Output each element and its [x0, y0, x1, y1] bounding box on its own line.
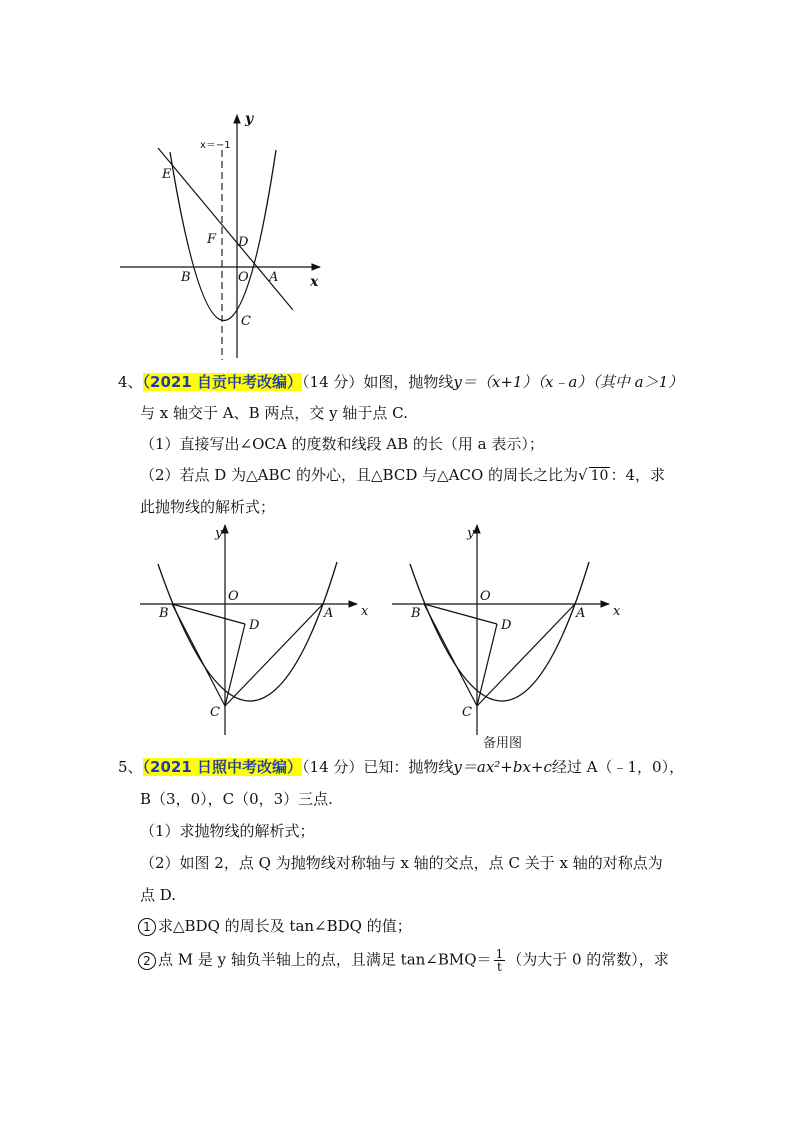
q4-part-1: （1）直接写出∠OCA 的度数和线段 AB 的长（用 a 表示）； [140, 435, 544, 453]
y-axis-label: y [245, 111, 254, 127]
q5-source-tag: （2021 日照中考改编） [142, 758, 303, 776]
x-axis-label: x [310, 274, 319, 290]
q5-part-1: （1）求抛物线的解析式； [140, 822, 315, 840]
q5-item-1-text: 求△BDQ 的周长及 tan∠BDQ 的值； [158, 917, 412, 935]
point-B-label: B [181, 270, 191, 285]
circled-2-marker: 2 [138, 952, 156, 970]
point-F-label: F [207, 232, 217, 247]
q4-score: （14 分） [302, 373, 364, 391]
q4-number: 4、 [118, 373, 143, 391]
fraction-1-over-t [494, 948, 506, 973]
q4-line-5: 此抛物线的解析式； [140, 498, 276, 516]
q5-score: （14 分） [302, 758, 364, 776]
figure-2-parabola-triangle [135, 520, 380, 745]
segment-BC [424, 604, 477, 706]
circled-1-marker: 1 [138, 918, 156, 936]
point-A-label: A [324, 606, 334, 621]
segment-BC [172, 604, 225, 706]
point-C-label: C [210, 705, 220, 720]
parabola-curve [158, 562, 337, 701]
parabola-curve [170, 150, 279, 321]
q5-formula: y＝ax²+bx+c [453, 758, 552, 776]
q5-part-2: （2）如图 2，点 Q 为抛物线对称轴与 x 轴的交点，点 C 关于 x 轴的对称点为 [140, 854, 663, 872]
q4-part-2-text: （2）若点 D 为△ABC 的外心，且△BCD 与△ACO 的周长之比为 [140, 466, 579, 484]
point-E-label: E [162, 167, 172, 182]
point-D-label: D [249, 618, 260, 633]
q4-part-2-tail: ：4，求 [610, 466, 665, 484]
parabola-curve [410, 562, 589, 701]
q5-item-2-text: 点 M 是 y 轴负半轴上的点，且满足 tan∠BMQ＝ [158, 950, 492, 969]
point-D-label: D [501, 618, 512, 633]
q4-line-1 [118, 372, 683, 392]
x-axis-label: x [613, 604, 621, 619]
q5-number: 5、 [118, 758, 143, 776]
figure-1-parabola [110, 110, 340, 365]
figure-3-backup-parabola [387, 520, 632, 745]
q5-intro: 已知：抛物线 [363, 758, 454, 776]
q4-source-tag: （2021 自贡中考改编） [142, 373, 303, 391]
segment-BD [172, 604, 245, 624]
segment-BD [424, 604, 497, 624]
y-axis-label: y [467, 526, 475, 541]
q5-item-2-tail: （为大于 0 的常数），求 [507, 950, 669, 969]
q5-intro-tail: 经过 A（﹣1，0）， [551, 758, 685, 776]
segment-DC [477, 624, 497, 706]
q5-line-2: B（3，0），C（0，3）三点. [140, 790, 333, 808]
q5-line-5: 点 D. [140, 886, 177, 904]
point-O-label: O [238, 270, 249, 285]
fraction-numerator: 1 [495, 947, 504, 961]
point-D-label: D [238, 235, 249, 250]
q4-intro: 如图，抛物线 [363, 373, 454, 391]
fraction-denominator: t [496, 960, 502, 974]
y-axis-label: y [215, 526, 223, 541]
q4-line-2: 与 x 轴交于 A、B 两点，交 y 轴于点 C. [140, 404, 408, 422]
point-A-label: A [576, 606, 586, 621]
backup-figure-caption: 备用图 [483, 736, 523, 751]
q4-sqrt-value: 10 [590, 468, 609, 484]
q5-item-1 [138, 916, 412, 936]
segment-DC [225, 624, 245, 706]
point-B-label: B [411, 606, 421, 621]
x-axis-label: x [361, 604, 369, 619]
point-O-label: O [480, 589, 491, 604]
point-A-label: A [269, 270, 279, 285]
q4-part-2: （2）若点 D 为△ABC 的外心，且△BCD 与△ACO 的周长之比为√ 10 ：4，求 [140, 466, 665, 484]
symmetry-line-label: x＝−1 [200, 140, 231, 151]
point-O-label: O [228, 589, 239, 604]
point-C-label: C [462, 705, 472, 720]
q5-line-1 [118, 757, 684, 777]
point-B-label: B [159, 606, 169, 621]
q5-item-2 [138, 948, 669, 973]
q4-formula: y＝（x+1）（x﹣a）（其中 a＞1） [453, 373, 684, 391]
point-C-label: C [241, 314, 251, 329]
